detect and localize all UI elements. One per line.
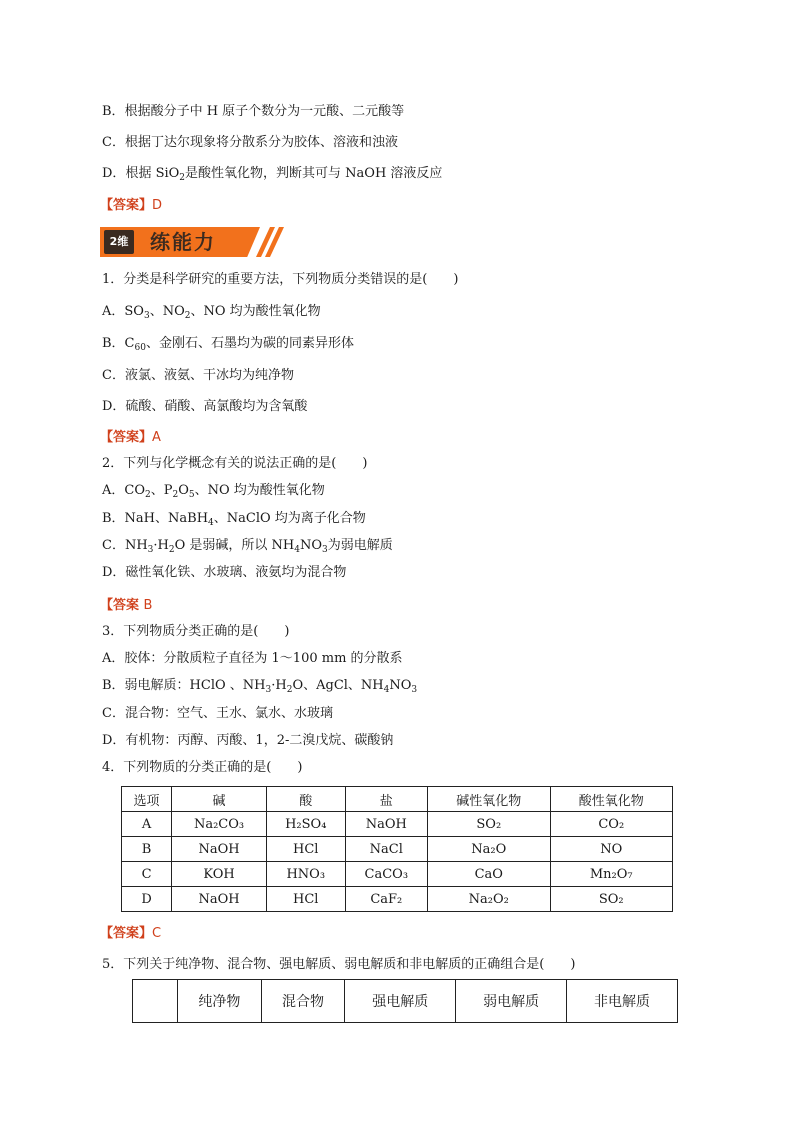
table-cell: Mn₂O₇: [550, 862, 672, 887]
table-cell: NaOH: [172, 887, 267, 912]
q3-option-c: C．混合物：空气、王水、氯水、水玻璃: [102, 706, 333, 721]
table-header: [133, 980, 178, 1023]
q4-stem: 4．下列物质的分类正确的是( ): [102, 760, 303, 775]
q2-option-a: A．$CO_2$、$P_2O_5$、NO 均为酸性氧化物: [102, 483, 325, 500]
table-header: 碱: [172, 787, 267, 812]
table-header: 酸: [267, 787, 346, 812]
q2-stem: 2．下列与化学概念有关的说法正确的是( ): [102, 456, 368, 471]
table-cell: D: [122, 887, 172, 912]
q1-option-b: B．$C_{60}$、金刚石、石墨均为碳的同素异形体: [102, 336, 354, 353]
section-banner: [100, 227, 280, 259]
table-header: 混合物: [261, 980, 345, 1023]
table-row: [122, 887, 673, 912]
table-cell: B: [122, 837, 172, 862]
option-b: B．根据酸分子中 H 原子个数分为一元酸、二元酸等: [102, 104, 405, 119]
table-header: 盐: [345, 787, 428, 812]
table-header: 碱性氧化物: [428, 787, 550, 812]
q2-option-b: B．NaH、NaBH$_4$、NaClO 均为离子化合物: [102, 511, 366, 528]
table-header: 强电解质: [345, 980, 456, 1023]
q1-option-d: D．硫酸、硝酸、高氯酸均为含氧酸: [102, 399, 308, 414]
table-cell: NaOH: [172, 837, 267, 862]
option-c: C．根据丁达尔现象将分散系分为胶体、溶液和浊液: [102, 135, 398, 150]
table-cell: NaOH: [345, 812, 428, 837]
q1-stem: 1．分类是科学研究的重要方法，下列物质分类错误的是( ): [102, 272, 459, 287]
table-header-row: [122, 787, 673, 812]
table-cell: SO₂: [550, 887, 672, 912]
table-cell: C: [122, 862, 172, 887]
q4-table: [121, 786, 673, 912]
table-cell: Na₂O₂: [428, 887, 550, 912]
table-header: 纯净物: [178, 980, 262, 1023]
option-d: D．根据 SiO$_2$是酸性氧化物，判断其可与 NaOH 溶液反应: [102, 166, 443, 183]
table-cell: Na₂CO₃: [172, 812, 267, 837]
table-cell: HNO₃: [267, 862, 346, 887]
table-cell: CO₂: [550, 812, 672, 837]
q3-option-d: D．有机物：丙醇、丙酸、1，2-二溴戊烷、碳酸钠: [102, 733, 394, 748]
q2-option-c: C．$NH_3\cdot H_2O$ 是弱碱，所以 $NH_4NO_3$为弱电解质: [102, 538, 393, 555]
q3-stem: 3．下列物质分类正确的是( ): [102, 624, 290, 639]
q3-option-a: A．胶体：分散质粒子直径为 1～100 mm 的分散系: [102, 651, 403, 666]
table-header: 酸性氧化物: [550, 787, 672, 812]
table-header: 弱电解质: [456, 980, 567, 1023]
answer-top: 【答案】D: [100, 198, 163, 213]
q1-answer: 【答案】A: [100, 430, 161, 445]
table-cell: NaCl: [345, 837, 428, 862]
table-cell: NO: [550, 837, 672, 862]
table-cell: CaO: [428, 862, 550, 887]
table-cell: A: [122, 812, 172, 837]
q3-option-b: B．弱电解质：HClO 、$NH_3\cdot H_2O$、AgCl、$NH_4NO_3$: [102, 678, 418, 695]
table-cell: SO₂: [428, 812, 550, 837]
table-cell: CaCO₃: [345, 862, 428, 887]
table-header: 非电解质: [567, 980, 678, 1023]
table-cell: H₂SO₄: [267, 812, 346, 837]
table-cell: HCl: [267, 837, 346, 862]
table-cell: KOH: [172, 862, 267, 887]
table-cell: CaF₂: [345, 887, 428, 912]
table-header: 选项: [122, 787, 172, 812]
table-cell: Na₂O: [428, 837, 550, 862]
table-row: [122, 837, 673, 862]
q2-option-d: D．磁性氧化铁、水玻璃、液氨均为混合物: [102, 565, 347, 580]
section-title: 练能力: [150, 230, 216, 254]
table-row: [122, 862, 673, 887]
q1-option-c: C．液氯、液氨、干冰均为纯净物: [102, 368, 294, 383]
q2-answer: 【答案 B: [100, 598, 153, 613]
table-header-row: [133, 980, 678, 1023]
q4-answer: 【答案】C: [100, 926, 162, 941]
q5-table: [132, 979, 678, 1023]
q5-stem: 5．下列关于纯净物、混合物、强电解质、弱电解质和非电解质的正确组合是( ): [102, 957, 576, 972]
q1-option-a: A．$SO_3$、$NO_2$、NO 均为酸性氧化物: [102, 304, 321, 321]
table-cell: HCl: [267, 887, 346, 912]
level-badge: 2维: [104, 230, 134, 254]
table-row: [122, 812, 673, 837]
